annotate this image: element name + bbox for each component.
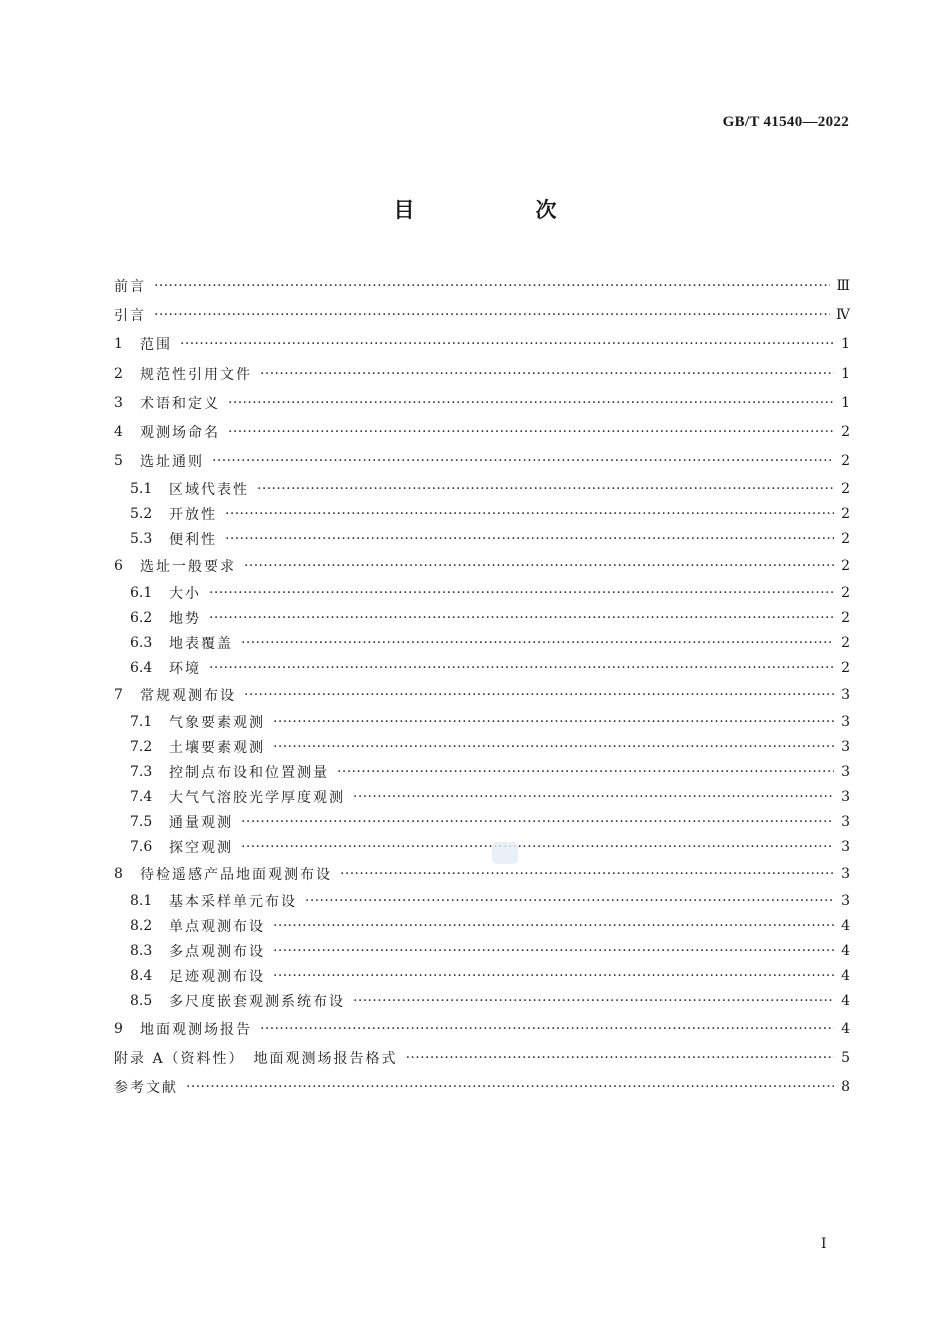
watermark-logo bbox=[492, 842, 518, 864]
toc-dot-leader bbox=[273, 739, 834, 755]
toc-entry-number: 5.2 bbox=[130, 505, 153, 522]
toc-entry-page: 3 bbox=[841, 866, 850, 883]
toc-dot-leader bbox=[337, 764, 834, 780]
toc-dot-leader bbox=[228, 395, 834, 411]
footer-page-number: Ⅰ bbox=[821, 1236, 827, 1252]
toc-dot-leader bbox=[244, 687, 834, 703]
toc-entry-title: 气象要素观测 bbox=[169, 715, 265, 732]
toc-entry-page: 4 bbox=[841, 1020, 850, 1037]
toc-entry-title: 足迹观测布设 bbox=[169, 969, 265, 986]
toc-entry[interactable] bbox=[114, 359, 850, 388]
toc-entry-title: 区域代表性 bbox=[169, 481, 249, 498]
toc-entry-title: 地面观测场报告 bbox=[140, 1021, 252, 1038]
toc-entry-page: 1 bbox=[841, 336, 850, 353]
toc-entry-page: 4 bbox=[841, 943, 850, 960]
toc-entry-title: 待检遥感产品地面观测布设 bbox=[140, 867, 332, 884]
toc-entry[interactable] bbox=[114, 1073, 850, 1102]
toc-entry[interactable] bbox=[114, 889, 850, 914]
toc-entry-title: 大小 bbox=[169, 585, 201, 602]
toc-entry-number: 8.3 bbox=[130, 943, 153, 960]
toc-entry-number: 7.6 bbox=[130, 839, 153, 856]
toc-entry-number: 7.5 bbox=[130, 814, 153, 831]
toc-entry-page: 2 bbox=[841, 505, 850, 522]
toc-entry[interactable] bbox=[114, 417, 850, 446]
toc-dot-leader bbox=[209, 660, 834, 676]
toc-entry-page: 3 bbox=[841, 789, 850, 806]
toc-entry-page: 1 bbox=[841, 394, 850, 411]
toc-entry-title: 探空观测 bbox=[169, 840, 233, 857]
toc-dot-leader bbox=[260, 366, 834, 382]
toc-entry-number: 7.4 bbox=[130, 789, 153, 806]
toc-entry-title: 基本采样单元布设 bbox=[169, 894, 297, 911]
toc-entry[interactable] bbox=[114, 680, 850, 709]
toc-entry-page: 2 bbox=[841, 634, 850, 651]
toc-entry-title: 地势 bbox=[169, 610, 201, 627]
toc-entry-number: 6.4 bbox=[130, 659, 153, 676]
toc-entry-title: 引言 bbox=[114, 307, 146, 324]
toc-entry-page: 8 bbox=[841, 1079, 850, 1096]
toc-entry-page: 3 bbox=[841, 687, 850, 704]
toc-entry-title: 参考文献 bbox=[114, 1080, 178, 1097]
toc-dot-leader bbox=[154, 278, 830, 294]
toc-entry-number: 8 bbox=[114, 866, 123, 883]
toc-dot-leader bbox=[406, 1050, 834, 1066]
toc-dot-leader bbox=[273, 943, 834, 959]
toc-entry-page: 4 bbox=[841, 968, 850, 985]
toc-entry-title: 通量观测 bbox=[169, 815, 233, 832]
toc-entry-page: 2 bbox=[841, 584, 850, 601]
toc-entry-page: 3 bbox=[841, 814, 850, 831]
toc-list bbox=[114, 271, 850, 1102]
toc-dot-leader bbox=[225, 531, 834, 547]
toc-entry-number: 8.4 bbox=[130, 968, 153, 985]
toc-entry-page: Ⅲ bbox=[836, 277, 850, 294]
toc-entry[interactable] bbox=[114, 330, 850, 359]
toc-entry-title: 单点观测布设 bbox=[169, 919, 265, 936]
toc-entry-page: 3 bbox=[841, 764, 850, 781]
toc-entry-page: 4 bbox=[841, 993, 850, 1010]
toc-entry-title: 大气气溶胶光学厚度观测 bbox=[169, 790, 345, 807]
toc-entry-page: 2 bbox=[841, 659, 850, 676]
toc-dot-leader bbox=[225, 506, 834, 522]
toc-entry[interactable] bbox=[114, 655, 850, 680]
toc-dot-leader bbox=[353, 993, 834, 1009]
toc-entry-page: 1 bbox=[841, 365, 850, 382]
toc-entry[interactable] bbox=[114, 388, 850, 417]
toc-entry-title: 选址一般要求 bbox=[140, 558, 236, 575]
toc-dot-leader bbox=[353, 789, 834, 805]
toc-dot-leader bbox=[241, 635, 834, 651]
toc-entry[interactable] bbox=[114, 447, 850, 476]
toc-entry-page: 2 bbox=[841, 530, 850, 547]
toc-entry-number: 6.2 bbox=[130, 609, 153, 626]
page-title: 目 次 bbox=[393, 198, 607, 222]
toc-entry[interactable] bbox=[114, 989, 850, 1014]
toc-entry-number: 5 bbox=[114, 453, 123, 470]
toc-entry-number: 7.2 bbox=[130, 739, 153, 756]
toc-entry-title: 常规观测布设 bbox=[140, 688, 236, 705]
toc-entry[interactable] bbox=[114, 526, 850, 551]
toc-entry[interactable] bbox=[114, 271, 850, 300]
toc-entry-title: 附录 A（资料性） 地面观测场报告格式 bbox=[114, 1050, 398, 1067]
toc-entry[interactable] bbox=[114, 1014, 850, 1043]
toc-dot-leader bbox=[209, 585, 834, 601]
toc-entry-title: 规范性引用文件 bbox=[140, 366, 252, 383]
toc-entry-title: 范围 bbox=[140, 337, 172, 354]
toc-dot-leader bbox=[273, 968, 834, 984]
toc-dot-leader bbox=[273, 918, 834, 934]
toc-entry[interactable] bbox=[114, 501, 850, 526]
toc-entry-title: 环境 bbox=[169, 660, 201, 677]
toc-dot-leader bbox=[186, 1079, 834, 1095]
toc-entry-page: Ⅳ bbox=[836, 306, 850, 323]
toc-entry-title: 观测场命名 bbox=[140, 425, 220, 442]
toc-entry-page: 2 bbox=[841, 480, 850, 497]
toc-entry-title: 选址通则 bbox=[140, 454, 204, 471]
toc-entry-page: 2 bbox=[841, 557, 850, 574]
standard-code: GB/T 41540—2022 bbox=[722, 114, 849, 130]
toc-entry[interactable] bbox=[114, 785, 850, 810]
toc-entry[interactable] bbox=[114, 860, 850, 889]
toc-entry[interactable] bbox=[114, 735, 850, 760]
toc-entry-number: 8.2 bbox=[130, 918, 153, 935]
toc-entry[interactable] bbox=[114, 551, 850, 580]
toc-entry-number: 8.1 bbox=[130, 893, 153, 910]
toc-entry-page: 2 bbox=[841, 424, 850, 441]
toc-entry-page: 2 bbox=[841, 609, 850, 626]
toc-entry[interactable] bbox=[114, 914, 850, 939]
toc-dot-leader bbox=[241, 814, 834, 830]
toc-entry-number: 6 bbox=[114, 557, 123, 574]
toc-entry-page: 3 bbox=[841, 714, 850, 731]
toc-entry[interactable] bbox=[114, 630, 850, 655]
toc-entry-number: 6.3 bbox=[130, 634, 153, 651]
toc-entry-title: 前言 bbox=[114, 278, 146, 295]
toc-entry[interactable] bbox=[114, 605, 850, 630]
toc-entry-title: 多尺度嵌套观测系统布设 bbox=[169, 994, 345, 1011]
toc-entry-number: 7 bbox=[114, 687, 123, 704]
toc-entry-page: 2 bbox=[841, 453, 850, 470]
toc-entry[interactable] bbox=[114, 760, 850, 785]
toc-entry-title: 开放性 bbox=[169, 506, 217, 523]
toc-entry-page: 3 bbox=[841, 893, 850, 910]
toc-entry-number: 5.1 bbox=[130, 480, 153, 497]
toc-entry-page: 4 bbox=[841, 918, 850, 935]
toc-entry-page: 5 bbox=[841, 1049, 850, 1066]
toc-dot-leader bbox=[273, 714, 834, 730]
toc-dot-leader bbox=[241, 839, 834, 855]
toc-entry-number: 7.1 bbox=[130, 714, 153, 731]
toc-entry-number: 4 bbox=[114, 424, 123, 441]
toc-entry[interactable] bbox=[114, 476, 850, 501]
toc-dot-leader bbox=[212, 453, 834, 469]
toc-entry-number: 3 bbox=[114, 394, 123, 411]
toc-entry-title: 土壤要素观测 bbox=[169, 740, 265, 757]
toc-entry[interactable] bbox=[114, 1043, 850, 1072]
toc-entry-number: 7.3 bbox=[130, 764, 153, 781]
toc-entry-number: 2 bbox=[114, 365, 123, 382]
toc-dot-leader bbox=[260, 1021, 834, 1037]
toc-entry[interactable] bbox=[114, 835, 850, 860]
toc-dot-leader bbox=[209, 610, 834, 626]
toc-entry[interactable] bbox=[114, 964, 850, 989]
toc-entry-number: 8.5 bbox=[130, 993, 153, 1010]
toc-entry-number: 6.1 bbox=[130, 584, 153, 601]
toc-entry-title: 多点观测布设 bbox=[169, 944, 265, 961]
toc-dot-leader bbox=[257, 481, 834, 497]
toc-entry-title: 便利性 bbox=[169, 531, 217, 548]
toc-dot-leader bbox=[340, 866, 834, 882]
toc-entry[interactable] bbox=[114, 300, 850, 329]
toc-entry[interactable] bbox=[114, 710, 850, 735]
toc-entry-number: 9 bbox=[114, 1020, 123, 1037]
toc-entry-number: 1 bbox=[114, 336, 123, 353]
toc-dot-leader bbox=[228, 424, 834, 440]
toc-dot-leader bbox=[154, 307, 830, 323]
toc-entry-page: 3 bbox=[841, 839, 850, 856]
toc-entry-page: 3 bbox=[841, 739, 850, 756]
toc-dot-leader bbox=[180, 336, 834, 352]
toc-entry-title: 控制点布设和位置测量 bbox=[169, 765, 329, 782]
toc-entry[interactable] bbox=[114, 939, 850, 964]
toc-dot-leader bbox=[305, 893, 834, 909]
toc-entry[interactable] bbox=[114, 580, 850, 605]
toc-dot-leader bbox=[244, 558, 834, 574]
toc-entry-number: 5.3 bbox=[130, 530, 153, 547]
toc-entry-title: 地表覆盖 bbox=[169, 635, 233, 652]
toc-entry-title: 术语和定义 bbox=[140, 395, 220, 412]
toc-entry[interactable] bbox=[114, 810, 850, 835]
